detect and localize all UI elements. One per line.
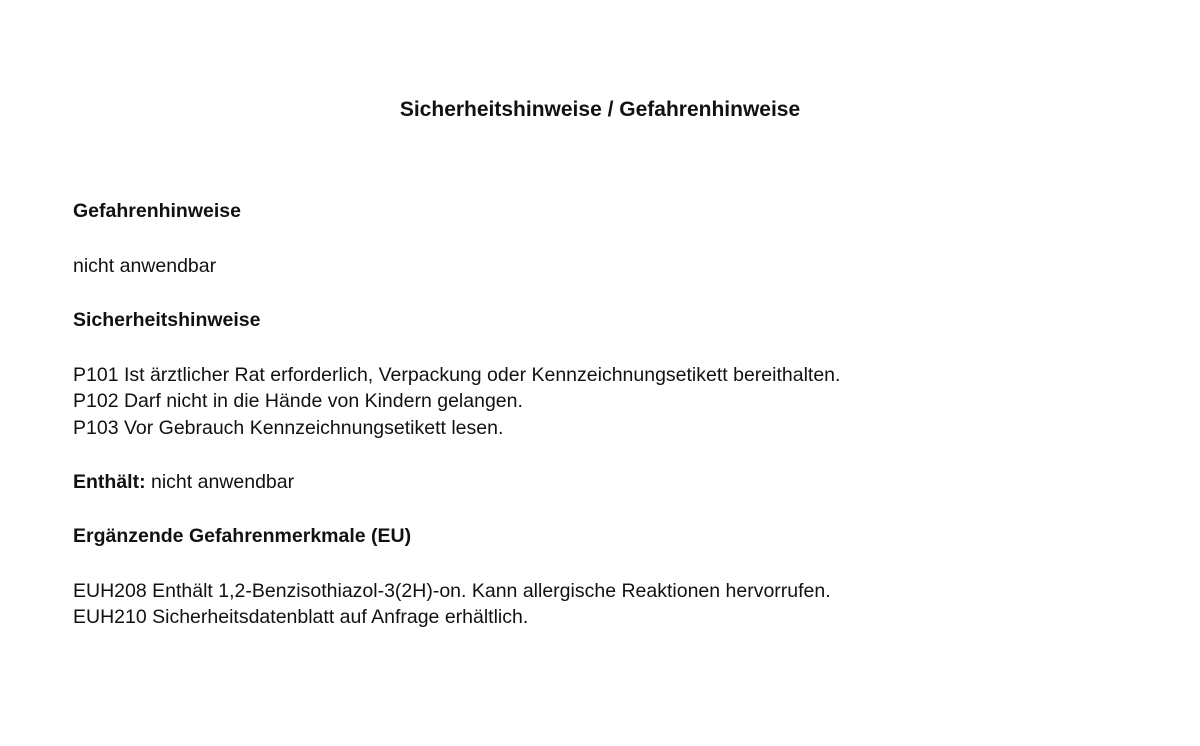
safety-line: P102 Darf nicht in die Hände von Kindern gelangen.	[73, 390, 523, 412]
page-title: Sicherheitshinweise / Gefahrenhinweise	[399, 98, 801, 121]
eu-line: EUH208 Enthält 1,2-Benzisothiazol-3(2H)-on. Kann allergische Reaktionen hervorrufen.	[73, 580, 831, 602]
eu-line: EUH210 Sicherheitsdatenblatt auf Anfrage erhältlich.	[73, 606, 529, 628]
safety-line: P103 Vor Gebrauch Kennzeichnungsetikett lesen.	[73, 417, 504, 439]
safety-line: P101 Ist ärztlicher Rat erforderlich, Verpackung oder Kennzeichnungsetikett bereithalten.	[73, 364, 841, 386]
hazard-heading: Gefahrenhinweise	[73, 200, 241, 222]
safety-heading: Sicherheitshinweise	[73, 309, 261, 331]
contains-line: Enthält: nicht anwendbar	[73, 471, 295, 493]
hazard-text: nicht anwendbar	[73, 255, 217, 277]
eu-heading: Ergänzende Gefahrenmerkmale (EU)	[73, 525, 412, 547]
